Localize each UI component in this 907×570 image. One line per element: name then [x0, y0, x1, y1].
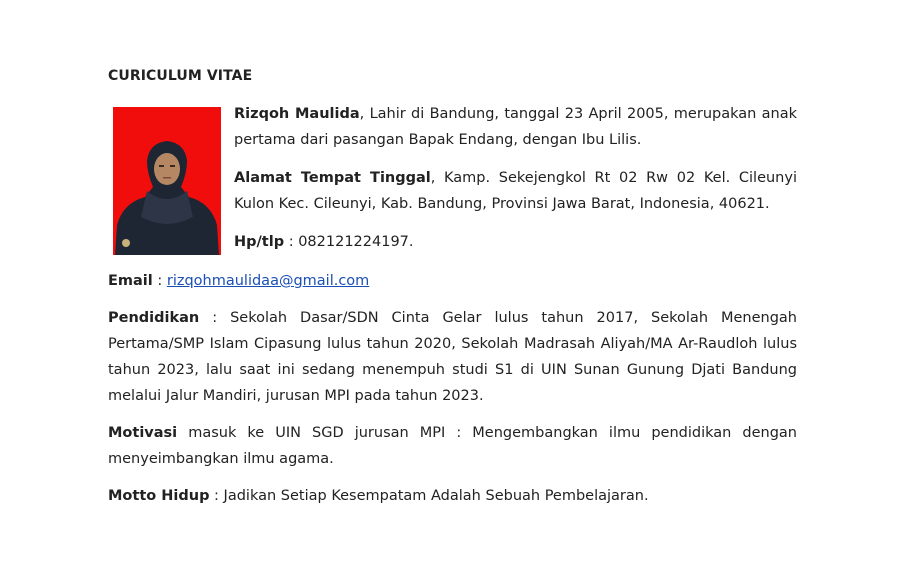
education-label: Pendidikan [108, 310, 200, 326]
education-text: : Sekolah Dasar/SDN Cinta Gelar lulus tahun 2017, Sekolah Menengah Pertama/SMP Islam Cipasung lulus tahun 2020, Sekolah Madrasah Aliyah/MA Ar-Raudloh lulus tahun 2023, lalu saat ini sedang menempuh studi S1 di UIN Sunan Gunung Djati Bandung melalui Jalur Mandiri, jurusan MPI pada tahun 2023. [108, 310, 797, 404]
phone-label: Hp/tlp [234, 234, 285, 250]
email-separator: : [152, 273, 167, 289]
email-paragraph [108, 268, 797, 294]
education-paragraph [108, 305, 797, 409]
email-link[interactable]: rizqohmaulidaa@gmail.com [166, 273, 370, 289]
portrait-image [113, 107, 221, 255]
motto-label: Motto Hidup [108, 488, 210, 504]
motto-text: : Jadikan Setiap Kesempatam Adalah Sebuah Pembelajaran. [209, 488, 649, 504]
name-label: Rizqoh Maulida [234, 106, 360, 122]
email-label: Email [108, 273, 153, 289]
motto-paragraph [108, 483, 797, 509]
address-label: Alamat Tempat Tinggal [234, 170, 431, 186]
phone-text: : 082121224197. [284, 234, 414, 250]
intro-text: , Lahir di Bandung, tanggal 23 April 2005, merupakan anak pertama dari pasangan Bapak Endang, dengan Ibu Lilis. [234, 106, 797, 148]
document-title: CURICULUM VITAE [108, 68, 253, 84]
intro-paragraph [234, 101, 797, 153]
motivation-label: Motivasi [108, 425, 178, 441]
motivation-paragraph [108, 420, 797, 472]
motivation-text: masuk ke UIN SGD jurusan MPI : Mengembangkan ilmu pendidikan dengan menyeimbangkan ilmu agama. [108, 425, 797, 467]
phone-paragraph [234, 229, 797, 255]
address-paragraph [234, 165, 797, 217]
address-text: , Kamp. Sekejengkol Rt 02 Rw 02 Kel. Cileunyi Kulon Kec. Cileunyi, Kab. Bandung, Provinsi Jawa Barat, Indonesia, 40621. [234, 170, 797, 212]
profile-photo [113, 107, 221, 255]
